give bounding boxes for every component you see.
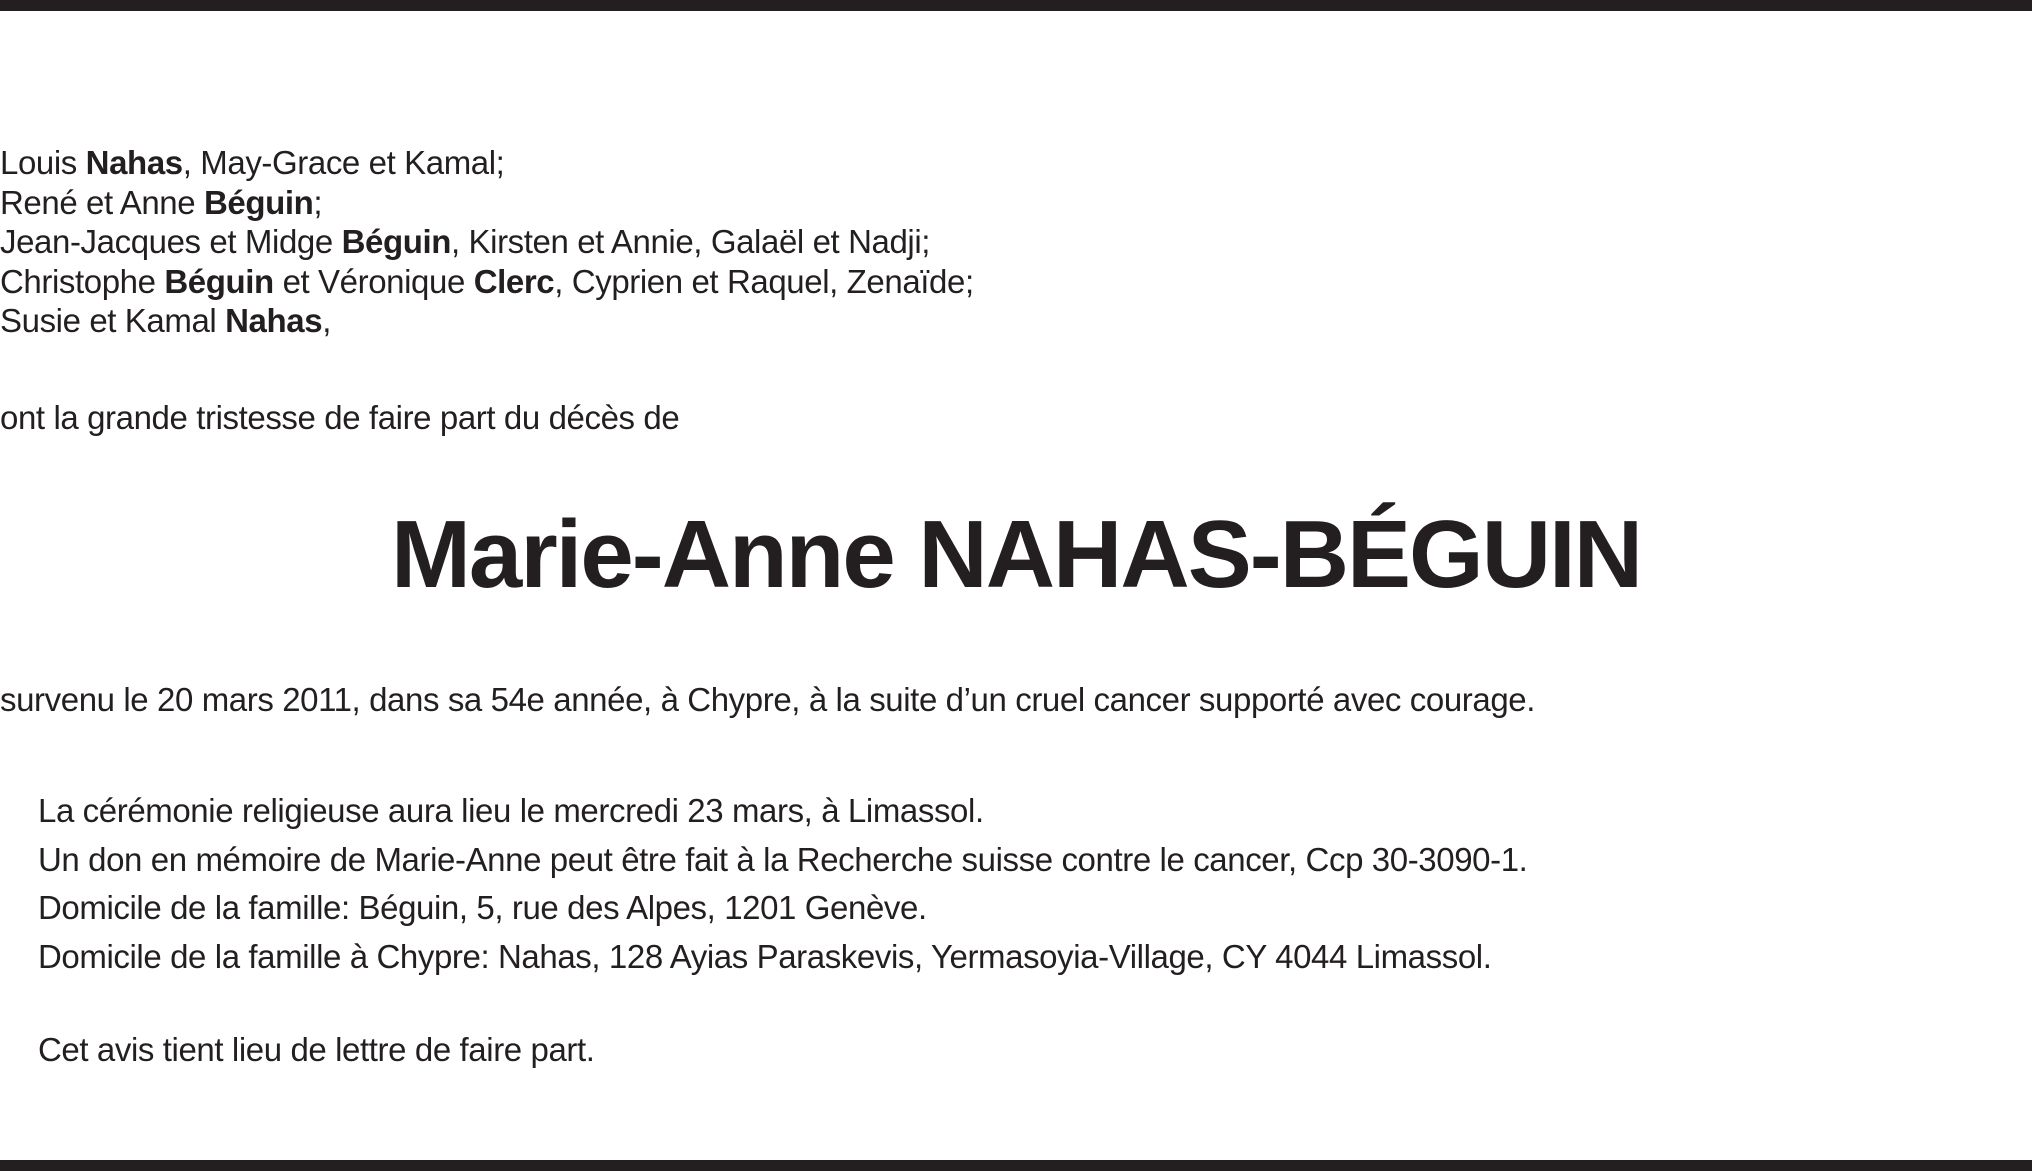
family-line-4 bbox=[0, 262, 974, 302]
bottom-border-rule bbox=[0, 1160, 2032, 1171]
family-line-2-text-a: René et Anne bbox=[0, 183, 204, 221]
family-line-3-surname: Béguin bbox=[341, 223, 452, 260]
closing-note: Cet avis tient lieu de lettre de faire part. bbox=[38, 1031, 595, 1068]
detail-family-address: Domicile de la famille: Béguin, 5, rue des Alpes, 1201 Genève. bbox=[38, 889, 927, 926]
family-members-list bbox=[0, 143, 974, 341]
family-line-5-surname: Nahas bbox=[225, 302, 323, 339]
deceased-name-heading: Marie-Anne NAHAS-BÉGUIN bbox=[390, 501, 1642, 608]
family-line-4-surname: Béguin bbox=[164, 262, 274, 300]
family-line-5-text-a: Susie et Kamal bbox=[0, 302, 226, 339]
death-circumstances: survenu le 20 mars 2011, dans sa 54e année, à Chypre, à la suite d’un cruel cancer supporté avec courage. bbox=[0, 681, 1536, 718]
family-line-4-surname-2: Clerc bbox=[473, 262, 555, 300]
family-line-4-text-e: , Cyprien et Raquel, Zenaïde; bbox=[554, 262, 974, 300]
family-line-3-text-a: Jean-Jacques et Midge bbox=[0, 223, 342, 260]
top-border-rule bbox=[0, 0, 2032, 11]
family-line-2-surname: Béguin bbox=[203, 183, 314, 221]
ceremony-details bbox=[38, 787, 1527, 981]
detail-cyprus-address: Domicile de la famille à Chypre: Nahas, 128 Ayias Paraskevis, Yermasoyia-Village, CY 4044 Limassol. bbox=[38, 937, 1492, 975]
family-line-3-text-c: , Kirsten et Annie, Galaël et Nadji; bbox=[451, 223, 931, 260]
family-line-1-text-c: , May-Grace et Kamal; bbox=[182, 144, 505, 181]
family-line-5-text-c: , bbox=[322, 302, 331, 339]
family-line-1-surname: Nahas bbox=[85, 144, 183, 181]
family-line-5 bbox=[0, 301, 974, 341]
family-line-2-text-c: ; bbox=[313, 183, 323, 221]
detail-donation: Un don en mémoire de Marie-Anne peut être fait à la Recherche suisse contre le cancer, Ccp 30-3090-1. bbox=[38, 840, 1528, 878]
detail-ceremony: La cérémonie religieuse aura lieu le mercredi 23 mars, à Limassol. bbox=[38, 792, 984, 829]
family-line-3 bbox=[0, 222, 974, 262]
family-line-1-text-a: Louis bbox=[0, 144, 86, 181]
announcement-intro: ont la grande tristesse de faire part du décès de bbox=[0, 399, 680, 436]
family-line-4-text-a: Christophe bbox=[0, 262, 165, 300]
family-line-1 bbox=[0, 143, 974, 183]
family-line-4-text-c: et Véronique bbox=[273, 262, 474, 300]
family-line-2 bbox=[0, 183, 974, 223]
